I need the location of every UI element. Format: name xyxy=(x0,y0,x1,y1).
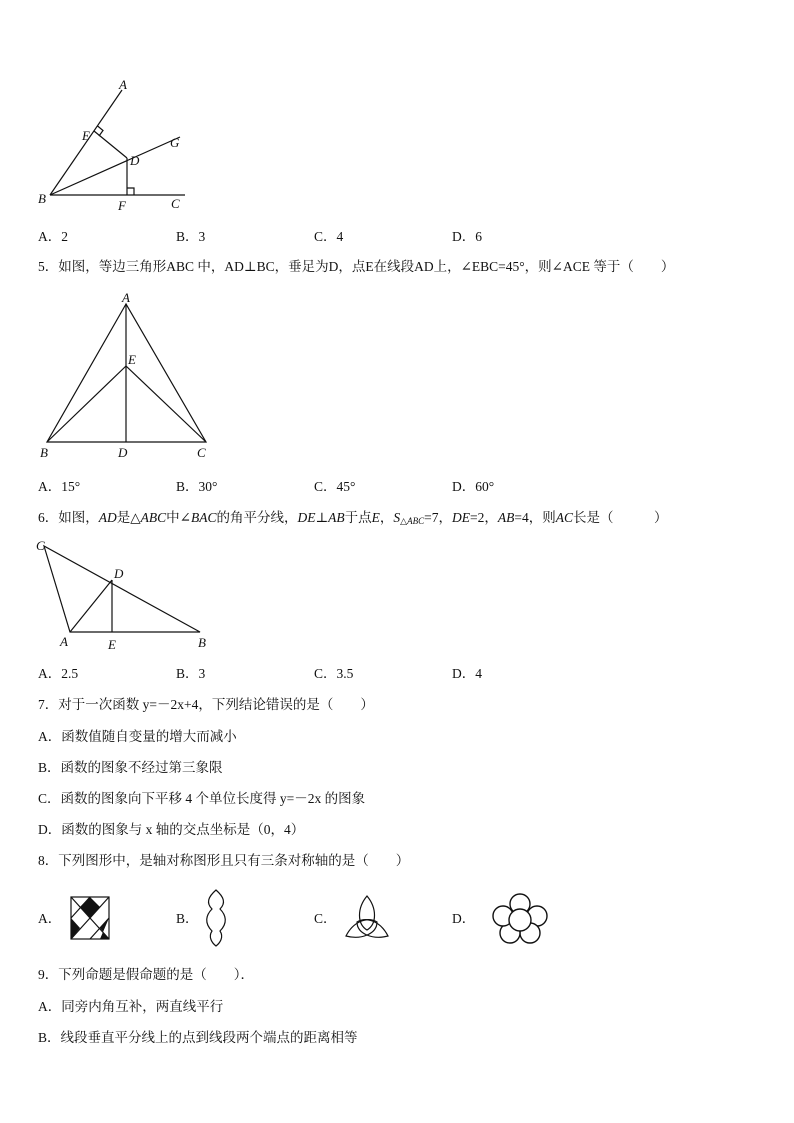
triangle-abc xyxy=(44,546,200,632)
q8-option-d-letter: D． xyxy=(452,911,476,926)
q6-figure xyxy=(30,536,220,656)
q5-option-d: D．60° xyxy=(452,479,495,494)
q4-option-d: D．6 xyxy=(452,229,482,244)
tangram-square-icon xyxy=(70,896,112,942)
q5-stem: 5．如图，等边三角形ABC 中，AD⊥BC，垂足为D，点E在线段AD上，∠EBC=45°，则∠ACE 等于（ ） xyxy=(38,259,675,274)
q7-choice-b: B．函数的图象不经过第三象限 xyxy=(38,760,223,775)
q8-option-c-letter: C． xyxy=(314,911,337,926)
q5-option-a: A．15° xyxy=(38,479,81,494)
q6-option-a: A．2.5 xyxy=(38,666,79,681)
q8-stem: 8．下列图形中，是轴对称图形且只有三条对称轴的是（ ） xyxy=(38,853,410,868)
label-a: A xyxy=(60,634,68,649)
q4-option-a: A．2 xyxy=(38,229,68,244)
label-d: D xyxy=(114,566,124,581)
q7-stem: 7．对于一次函数 y=－2x+4，下列结论错误的是（ ） xyxy=(38,697,374,712)
q5-option-b: B．30° xyxy=(176,479,218,494)
label-b: B xyxy=(198,635,206,650)
q6-option-d: D．4 xyxy=(452,666,482,681)
five-petal-flower-icon xyxy=(493,892,547,944)
segment-ce xyxy=(126,366,206,442)
vase-outline-icon xyxy=(202,889,230,947)
q6-option-b: B．3 xyxy=(176,666,206,681)
q9-choice-a: A．同旁内角互补，两直线平行 xyxy=(38,999,224,1014)
label-c: C xyxy=(171,196,180,211)
label-f: F xyxy=(118,198,126,213)
q5-option-c: C．45° xyxy=(314,479,356,494)
label-b: B xyxy=(38,191,46,206)
label-c: C xyxy=(36,538,45,553)
right-angle-f xyxy=(127,188,134,195)
label-e: E xyxy=(128,352,136,367)
label-g: G xyxy=(170,135,180,150)
label-d: D xyxy=(130,153,140,168)
q9-stem: 9．下列命题是假命题的是（ ）． xyxy=(38,967,254,982)
segment-be xyxy=(47,366,126,442)
q6-option-c: C．3.5 xyxy=(314,666,354,681)
q4-figure xyxy=(30,75,200,220)
q9-choice-b: B．线段垂直平分线上的点到线段两个端点的距离相等 xyxy=(38,1030,358,1045)
q8-option-a-letter: A． xyxy=(38,911,62,926)
label-e: E xyxy=(82,128,90,143)
q8-option-b-letter: B． xyxy=(176,911,199,926)
q4-option-c: C．4 xyxy=(314,229,344,244)
bisector-ad xyxy=(70,580,112,632)
label-a: A xyxy=(122,290,130,305)
q5-figure xyxy=(30,290,230,465)
q7-choice-a: A．函数值随自变量的增大而减小 xyxy=(38,729,237,744)
q7-choice-d: D．函数的图象与 x 轴的交点坐标是（0，4） xyxy=(38,822,305,837)
label-d: D xyxy=(118,445,128,460)
label-c: C xyxy=(197,445,206,460)
q6-stem: 6．如图，AD是△ABC中∠BAC的角平分线，DE⊥AB于点E，$S_{\triangle ABC}=7$，DE=2，AB=4，则AC长是（ ） xyxy=(38,510,668,526)
triquetra-icon xyxy=(343,894,391,940)
label-e: E xyxy=(108,637,116,652)
label-b: B xyxy=(40,445,48,460)
q7-choice-c: C．函数的图象向下平移 4 个单位长度得 y=－2x 的图象 xyxy=(38,791,366,806)
label-a: A xyxy=(119,77,127,92)
q4-option-b: B．3 xyxy=(176,229,206,244)
